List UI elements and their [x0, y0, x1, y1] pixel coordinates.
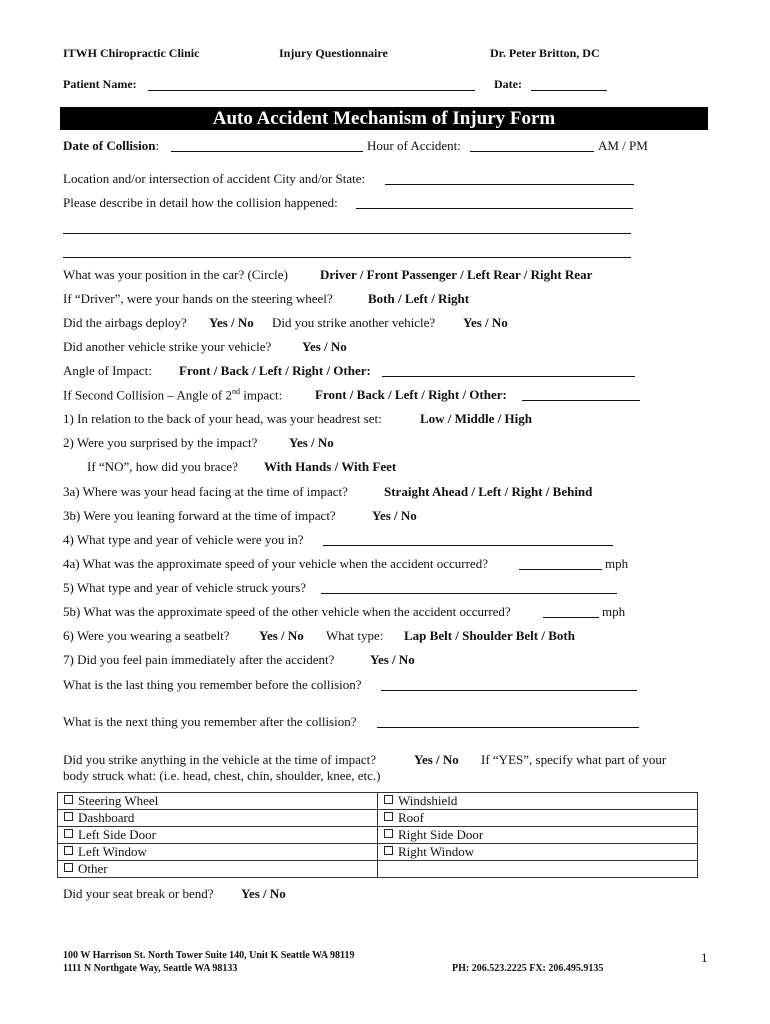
table-cell: [378, 827, 698, 844]
seat-options[interactable]: Yes / No: [241, 886, 286, 901]
other-speed-question: 5b) What was the approximate speed of the other vehicle when the accident occurred?: [63, 604, 511, 619]
pain-options[interactable]: Yes / No: [370, 652, 415, 667]
footer-address-1: 100 W Harrison St. North Tower Suite 140, Unit K Seattle WA 98119: [63, 950, 355, 961]
leaning-question: 3b) Were you leaning forward at the time of impact?: [63, 508, 336, 523]
checkbox[interactable]: [64, 846, 73, 855]
table-cell: [378, 844, 698, 861]
patient-name-label: Patient Name:: [63, 77, 137, 91]
surprised-question: 2) Were you surprised by the impact?: [63, 435, 258, 450]
checkbox-label: Left Window: [78, 844, 147, 859]
vehicle-type-field[interactable]: [323, 545, 613, 546]
speed-question: 4a) What was the approximate speed of your vehicle when the accident occurred?: [63, 556, 488, 571]
seatbelt-options[interactable]: Yes / No: [259, 628, 304, 643]
hands-question: If “Driver”, were your hands on the steering wheel?: [63, 291, 333, 306]
strike-other-options[interactable]: Yes / No: [463, 315, 508, 330]
checkbox[interactable]: [384, 846, 393, 855]
body-part-text: body struck what: (i.e. head, chest, chin, shoulder, knee, etc.): [63, 768, 381, 783]
pain-question: 7) Did you feel pain immediately after the accident?: [63, 652, 335, 667]
brace-options[interactable]: With Hands / With Feet: [264, 459, 397, 474]
other-speed-unit: mph: [602, 604, 626, 619]
am-pm-label: AM / PM: [598, 138, 648, 153]
head-facing-options[interactable]: Straight Ahead / Left / Right / Behind: [384, 484, 593, 499]
position-options[interactable]: Driver / Front Passenger / Left Rear / Right Rear: [320, 267, 593, 282]
other-vehicle-question: 5) What type and year of vehicle struck yours?: [63, 580, 307, 595]
checkbox[interactable]: [384, 812, 393, 821]
struck-by-question: Did another vehicle strike your vehicle?: [63, 339, 272, 354]
date-of-collision-field[interactable]: [171, 151, 363, 152]
checkbox-label: Windshield: [398, 793, 458, 808]
checkbox-label: Right Side Door: [398, 827, 484, 842]
airbags-options[interactable]: Yes / No: [209, 315, 254, 330]
strike-inside-question: Did you strike anything in the vehicle at the time of impact?: [63, 752, 376, 767]
form-title: Auto Accident Mechanism of Injury Form: [60, 107, 708, 130]
checkbox-label: Steering Wheel: [78, 793, 159, 808]
describe-line-2[interactable]: [63, 233, 631, 234]
date-field[interactable]: [531, 90, 607, 91]
table-cell: [58, 827, 378, 844]
date-of-collision-label: Date of Collision: [63, 138, 156, 153]
checkbox-label: Dashboard: [78, 810, 135, 825]
checkbox[interactable]: [64, 829, 73, 838]
speed-field[interactable]: [519, 569, 602, 570]
position-question: What was your position in the car? (Circle): [63, 267, 288, 282]
strike-inside-options[interactable]: Yes / No: [414, 752, 459, 767]
table-cell: [58, 793, 378, 810]
struck-by-options[interactable]: Yes / No: [302, 339, 347, 354]
speed-unit: mph: [605, 556, 629, 571]
angle-other-field[interactable]: [382, 376, 635, 377]
head-facing-question: 3a) Where was your head facing at the time of impact?: [63, 484, 348, 499]
describe-line-3[interactable]: [63, 257, 631, 258]
table-cell: [58, 844, 378, 861]
hour-of-accident-label: Hour of Accident:: [367, 138, 461, 153]
seatbelt-question: 6) Were you wearing a seatbelt?: [63, 628, 230, 643]
table-row: [58, 861, 698, 878]
table-row: [58, 810, 698, 827]
hour-of-accident-field[interactable]: [470, 151, 594, 152]
struck-parts-table: [57, 792, 698, 878]
other-speed-field[interactable]: [543, 617, 599, 618]
table-cell: [58, 861, 378, 878]
next-thing-field[interactable]: [377, 727, 639, 728]
last-thing-field[interactable]: [381, 690, 637, 691]
date-label: Date:: [494, 77, 522, 91]
footer-phone: PH: 206.523.2225 FX: 206.495.9135: [452, 963, 604, 974]
leaning-options[interactable]: Yes / No: [372, 508, 417, 523]
questionnaire-title: Injury Questionnaire: [279, 46, 388, 60]
if-yes-text: If “YES”, specify what part of your: [481, 752, 667, 767]
airbags-question: Did the airbags deploy?: [63, 315, 187, 330]
last-thing-question: What is the last thing you remember before the collision?: [63, 677, 362, 692]
collision-row: Date of Collision:: [63, 138, 160, 153]
clinic-name: ITWH Chiropractic Clinic: [63, 46, 200, 60]
table-cell: [378, 861, 698, 878]
location-label: Location and/or intersection of accident City and/or State:: [63, 171, 366, 186]
checkbox[interactable]: [384, 795, 393, 804]
brace-question: If “NO”, how did you brace?: [87, 459, 238, 474]
headrest-options[interactable]: Low / Middle / High: [420, 411, 532, 426]
next-thing-question: What is the next thing you remember after the collision?: [63, 714, 357, 729]
checkbox[interactable]: [64, 812, 73, 821]
table-cell: [378, 793, 698, 810]
seat-question: Did your seat break or bend?: [63, 886, 214, 901]
location-field[interactable]: [385, 184, 634, 185]
other-vehicle-field[interactable]: [321, 593, 617, 594]
headrest-question: 1) In relation to the back of your head, was your headrest set:: [63, 411, 382, 426]
table-cell: [378, 810, 698, 827]
describe-label: Please describe in detail how the collision happened:: [63, 195, 338, 210]
checkbox-label: Other: [78, 861, 108, 876]
table-cell: [58, 810, 378, 827]
table-row: [58, 844, 698, 861]
second-collision-question: If Second Collision – Angle of 2nd impact:: [63, 387, 283, 403]
table-row: [58, 793, 698, 810]
checkbox-label: Left Side Door: [78, 827, 156, 842]
hands-options[interactable]: Both / Left / Right: [368, 291, 470, 306]
seatbelt-type-question: What type:: [326, 628, 384, 643]
checkbox-label: Roof: [398, 810, 424, 825]
surprised-options[interactable]: Yes / No: [289, 435, 334, 450]
angle-options[interactable]: Front / Back / Left / Right / Other:: [179, 363, 371, 378]
second-collision-options[interactable]: Front / Back / Left / Right / Other:: [315, 387, 507, 402]
page-number: 1: [701, 950, 708, 965]
table-row: [58, 827, 698, 844]
doctor-name: Dr. Peter Britton, DC: [490, 46, 600, 60]
checkbox-label: Right Window: [398, 844, 475, 859]
checkbox[interactable]: [64, 795, 73, 804]
footer-address-2: 1111 N Northgate Way, Seattle WA 98133: [63, 963, 238, 974]
describe-field[interactable]: [356, 208, 633, 209]
seatbelt-type-options[interactable]: Lap Belt / Shoulder Belt / Both: [404, 628, 575, 643]
strike-other-question: Did you strike another vehicle?: [272, 315, 436, 330]
second-other-field[interactable]: [522, 400, 640, 401]
patient-name-field[interactable]: [148, 90, 475, 91]
vehicle-type-question: 4) What type and year of vehicle were you in?: [63, 532, 304, 547]
checkbox[interactable]: [64, 863, 73, 872]
checkbox[interactable]: [384, 829, 393, 838]
angle-question: Angle of Impact:: [63, 363, 152, 378]
